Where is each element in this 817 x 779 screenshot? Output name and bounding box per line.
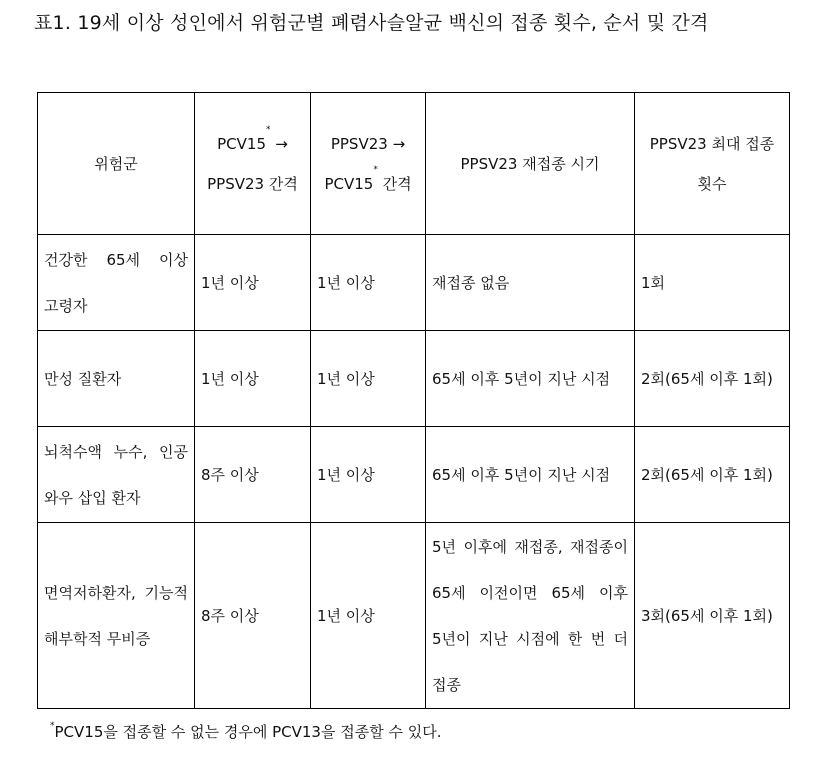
cell-risk-group: 건강한 65세 이상 고령자	[38, 235, 195, 331]
cell-pcv-ppsv-interval: 1년 이상	[195, 235, 311, 331]
table-row	[38, 523, 790, 709]
cell-revaccination-timing: 65세 이후 5년이 지난 시점	[426, 331, 635, 427]
table-footnote	[50, 720, 441, 744]
cell-ppsv-pcv-interval: 1년 이상	[311, 235, 426, 331]
cell-ppsv-pcv-interval: 1년 이상	[311, 523, 426, 709]
cell-risk-group: 뇌척수액 누수, 인공 와우 삽입 환자	[38, 427, 195, 523]
cell-max-doses: 2회(65세 이후 1회)	[635, 331, 790, 427]
table-header-row	[38, 93, 790, 235]
table-caption: 표1. 19세 이상 성인에서 위험군별 폐렴사슬알균 백신의 접종 횟수, 순서 및 간격	[34, 12, 709, 34]
cell-risk-group: 면역저하환자, 기능적 해부학적 무비증	[38, 523, 195, 709]
vaccine-schedule-table	[37, 92, 790, 709]
header-revaccination-timing: PPSV23 재접종 시기	[426, 93, 635, 235]
cell-max-doses: 2회(65세 이후 1회)	[635, 427, 790, 523]
table-row	[38, 235, 790, 331]
header-risk-group: 위험군	[38, 93, 195, 235]
cell-pcv-ppsv-interval: 8주 이상	[195, 427, 311, 523]
cell-revaccination-timing: 65세 이후 5년이 지난 시점	[426, 427, 635, 523]
footnote-marker: *	[50, 721, 55, 731]
cell-pcv-ppsv-interval: 8주 이상	[195, 523, 311, 709]
cell-revaccination-timing: 5년 이후에 재접종, 재접종이 65세 이전이면 65세 이후 5년이 지난 시점에 한 번 더 접종	[426, 523, 635, 709]
header-max-doses: PPSV23 최대 접종 횟수	[635, 93, 790, 235]
footnote-text: PCV15을 접종할 수 없는 경우에 PCV13을 접종할 수 있다.	[54, 723, 442, 741]
cell-revaccination-timing: 재접종 없음	[426, 235, 635, 331]
table-row	[38, 427, 790, 523]
cell-pcv-ppsv-interval: 1년 이상	[195, 331, 311, 427]
header-pcv-to-ppsv-interval: PCV15* → PPSV23 간격	[195, 93, 311, 235]
cell-ppsv-pcv-interval: 1년 이상	[311, 331, 426, 427]
cell-risk-group: 만성 질환자	[38, 331, 195, 427]
header-ppsv-to-pcv-interval: PPSV23 → PCV15* 간격	[311, 93, 426, 235]
cell-ppsv-pcv-interval: 1년 이상	[311, 427, 426, 523]
cell-max-doses: 3회(65세 이후 1회)	[635, 523, 790, 709]
cell-max-doses: 1회	[635, 235, 790, 331]
table-row	[38, 331, 790, 427]
